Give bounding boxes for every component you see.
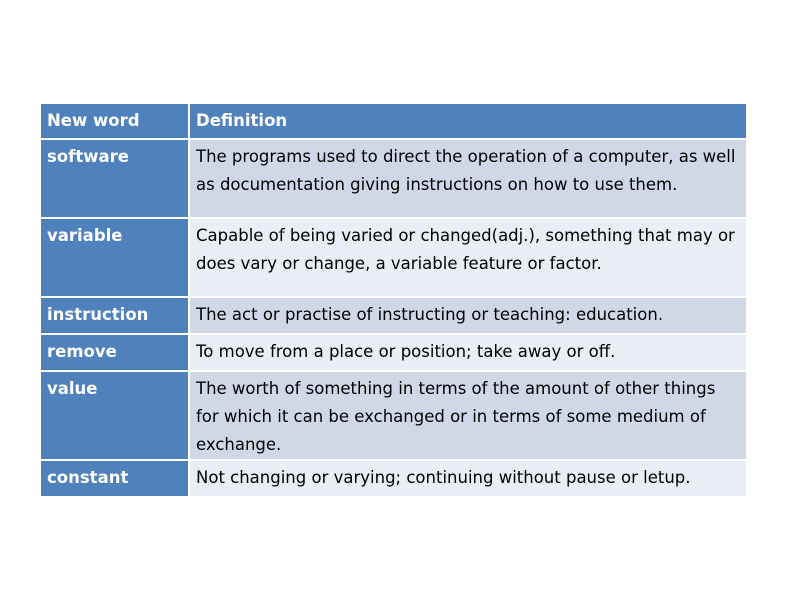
table-row xyxy=(41,139,746,218)
word-cell: value xyxy=(41,371,189,460)
definition-cell: Capable of being varied or changed(adj.), something that may or does vary or change, a variable feature or factor. xyxy=(189,218,746,297)
definition-cell: The act or practise of instructing or teaching: education. xyxy=(189,297,746,334)
vocabulary-table xyxy=(41,104,746,498)
word-cell: constant xyxy=(41,460,189,497)
table-row xyxy=(41,218,746,297)
definition-cell: The programs used to direct the operation of a computer, as well as documentation giving instructions on how to use them. xyxy=(189,139,746,218)
word-cell: software xyxy=(41,139,189,218)
table-header-row xyxy=(41,104,746,139)
table-row xyxy=(41,334,746,371)
definition-cell: To move from a place or position; take away or off. xyxy=(189,334,746,371)
table-row xyxy=(41,297,746,334)
header-new-word: New word xyxy=(41,104,189,139)
definition-cell: Not changing or varying; continuing without pause or letup. xyxy=(189,460,746,497)
header-definition: Definition xyxy=(189,104,746,139)
word-cell: remove xyxy=(41,334,189,371)
definition-cell: The worth of something in terms of the amount of other things for which it can be exchanged or in terms of some medium of exchange. xyxy=(189,371,746,460)
word-cell: variable xyxy=(41,218,189,297)
table-row xyxy=(41,371,746,460)
table-row xyxy=(41,460,746,497)
word-cell: instruction xyxy=(41,297,189,334)
